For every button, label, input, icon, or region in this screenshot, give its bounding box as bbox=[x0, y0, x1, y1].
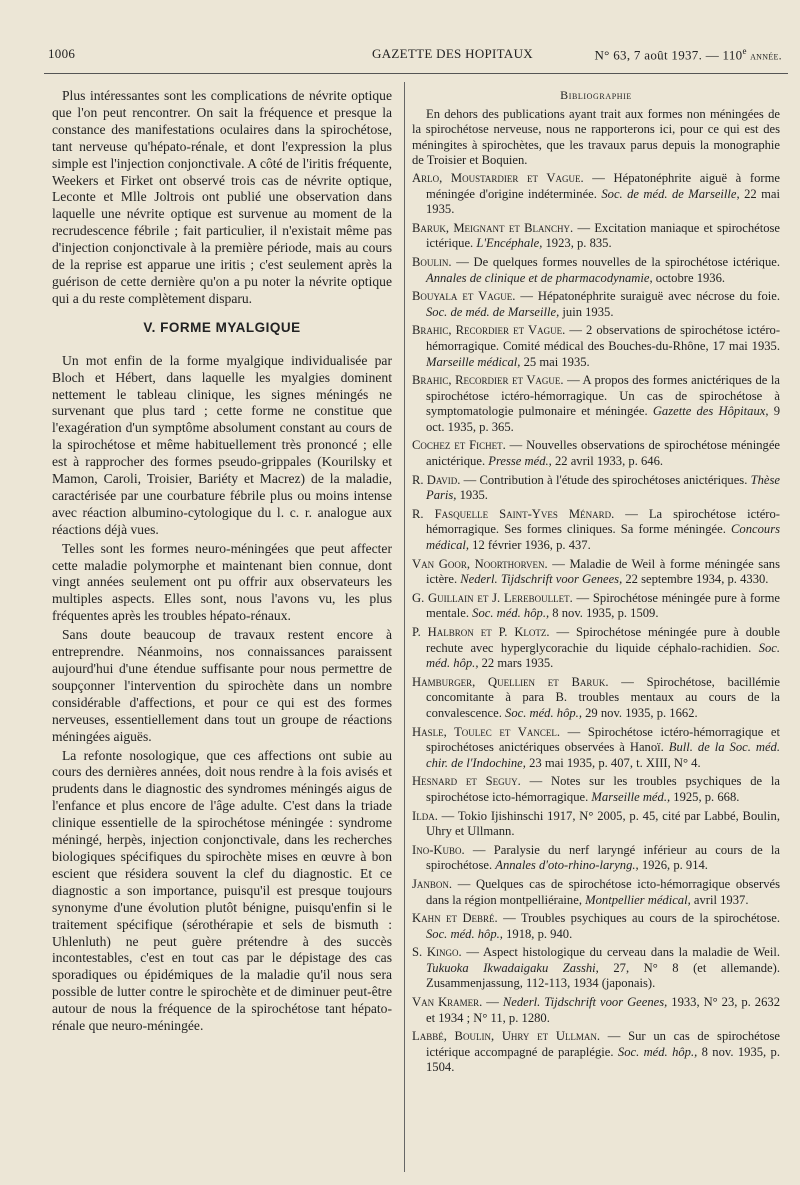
reference-details: 1918, p. 940. bbox=[502, 926, 573, 941]
reference-title: — Aspect histologique du cerveau dans la maladie de Weil. bbox=[461, 945, 781, 960]
reference-entry bbox=[412, 725, 780, 772]
paragraph-summary: Telles sont les formes neuro-méningées que peut affecter cette maladie polymorphe et maintenant bien connue, dont vingt années seulement ont pu offrir aux observateurs les multiples aspects. Elles sont, nous l'avons vu, les plus fréquentes après les troubles hépato-rénaux. bbox=[52, 540, 392, 624]
reference-details: octobre 1936. bbox=[652, 270, 726, 285]
reference-authors: Kahn et Debré. bbox=[412, 911, 498, 926]
reference-entry bbox=[412, 171, 780, 218]
reference-authors: Van Kramer. bbox=[412, 995, 483, 1010]
reference-title: — bbox=[482, 995, 503, 1010]
reference-entry bbox=[412, 995, 780, 1026]
reference-entry bbox=[412, 911, 780, 942]
reference-title: — Excitation maniaque et spirochétose ictérique. bbox=[426, 220, 780, 251]
reference-entry bbox=[412, 774, 780, 805]
reference-source: Soc. de méd. de Marseille, bbox=[601, 186, 740, 201]
reference-title: — Spirochétose méningée pure à double rechute avec hyperglycorachie du liquide céphalo-rachidien. bbox=[426, 625, 780, 655]
reference-authors: G. Guillain et J. Lereboullet. bbox=[412, 590, 573, 605]
reference-authors: Boulin. bbox=[412, 254, 452, 269]
reference-details: 27, N° 8 (et allemande). Zusammenjassung, 112-113, 1934 (japonais). bbox=[426, 960, 780, 991]
bibliography-title: Bibliographie bbox=[560, 88, 632, 102]
reference-title: — Hépatonéphrite suraiguë avec nécrose du foie. bbox=[515, 289, 780, 304]
reference-details: 1933, N° 23, p. 2632 et 1934 ; N° 11, p. 1280. bbox=[426, 995, 780, 1025]
reference-title: — Sur un cas de spirochétose ictérique accompagné de paraplégie. bbox=[426, 1029, 780, 1059]
reference-entry bbox=[412, 843, 780, 874]
reference-title: — Maladie de Weil à forme méningée sans ictère. bbox=[426, 556, 780, 587]
reference-authors: Hasle, Toulec et Vancel. bbox=[412, 724, 561, 739]
reference-details: 8 nov. 1935, p. 1504. bbox=[426, 1044, 780, 1075]
left-column bbox=[52, 88, 392, 1037]
reference-details: 23 mai 1935, p. 407, t. XIII, N° 4. bbox=[525, 755, 701, 770]
reference-title: — Spirochétose ictéro-hémorragique et spirochétoses anictériques observées à Hanoï. bbox=[426, 724, 780, 755]
reference-source: Marseille médical, bbox=[426, 354, 521, 369]
reference-details: 25 mai 1935. bbox=[520, 354, 590, 369]
reference-entry bbox=[412, 221, 780, 252]
reference-title: — Notes sur les troubles psychiques de la spirochétose icto-hémorragique. bbox=[426, 774, 780, 804]
reference-authors: R. David. bbox=[412, 472, 461, 487]
reference-title: — Spirochétose, bacillémie concomitante à para B. troubles mentaux au cours de la convalescence. bbox=[426, 674, 780, 720]
reference-title: — Quelques cas de spirochétose icto-hémorragique observés dans la région montpelliéraine, bbox=[426, 876, 780, 907]
section-heading: V. FORME MYALGIQUE bbox=[143, 319, 301, 335]
reference-source: Soc. méd. hôp., bbox=[426, 640, 780, 671]
reference-authors: Janbon. bbox=[412, 876, 453, 891]
reference-entry bbox=[412, 945, 780, 992]
reference-authors: Brahic, Recordier et Vague. bbox=[412, 373, 564, 388]
reference-authors: Labbé, Boulin, Uhry et Ullman. bbox=[412, 1029, 601, 1044]
journal-title: GAZETTE DES HOPITAUX bbox=[372, 46, 533, 61]
running-header bbox=[40, 46, 786, 66]
reference-entry bbox=[412, 625, 780, 672]
page-number: 1006 bbox=[48, 46, 76, 61]
reference-entry bbox=[412, 438, 780, 469]
reference-list bbox=[412, 171, 780, 1076]
reference-source: Gazette des Hôpitaux, bbox=[652, 404, 769, 419]
reference-source: Nederl. Tijdschrift voor Geenes, bbox=[502, 995, 668, 1010]
reference-entry bbox=[412, 373, 780, 435]
reference-authors: Ino-Kubo. bbox=[412, 842, 465, 857]
reference-source: Montpellier médical, bbox=[585, 892, 691, 907]
reference-entry bbox=[412, 1029, 780, 1076]
reference-details: juin 1935. bbox=[559, 304, 614, 319]
reference-details: 22 mars 1935. bbox=[478, 656, 554, 671]
reference-source: Bull. de la Soc. méd. chir. de l'Indochine, bbox=[426, 740, 780, 770]
reference-details: 29 nov. 1935, p. 1662. bbox=[581, 705, 698, 720]
reference-source: Nederl. Tijdschrift voor Genees, bbox=[460, 572, 623, 587]
reference-source: Soc. méd. hôp., bbox=[426, 926, 503, 941]
reference-authors: Baruk, Meignant et Blanchy. bbox=[412, 220, 574, 235]
reference-entry bbox=[412, 473, 780, 504]
reference-source: Thèse Paris, bbox=[426, 472, 780, 503]
reference-source: Annales de clinique et de pharmacodynamie, bbox=[426, 270, 653, 285]
reference-entry bbox=[412, 557, 780, 588]
reference-title: — Tokio Ijishinschi 1917, N° 2005, p. 45, cité par Labbé, Boulin, Uhry et Ullmann. bbox=[426, 808, 780, 839]
reference-authors: Hamburger, Quellien et Baruk. bbox=[412, 674, 609, 689]
reference-title: — A propos des formes anictériques de la spirochétose ictéro-hémorragique. Un cas de spirochétose à symptomatologie pulmonaire et méningée. bbox=[426, 373, 780, 419]
reference-source: Soc. méd. hôp., bbox=[472, 606, 550, 621]
reference-details: 22 avril 1933, p. 646. bbox=[551, 454, 664, 469]
reference-entry bbox=[412, 809, 780, 840]
reference-title: — Troubles psychiques au cours de la spirochétose. bbox=[497, 911, 780, 926]
bibliography-column bbox=[412, 88, 780, 1079]
reference-details: 1923, p. 835. bbox=[542, 236, 612, 251]
reference-details: avril 1937. bbox=[690, 892, 749, 907]
reference-source: Soc. méd. hôp., bbox=[617, 1044, 698, 1059]
reference-authors: S. Kingo. bbox=[412, 945, 462, 960]
reference-entry bbox=[412, 591, 780, 622]
reference-source: Tukuoka Ikwadaigaku Zasshi, bbox=[426, 960, 599, 975]
reference-title: — De quelques formes nouvelles de la spirochétose ictérique. bbox=[451, 254, 780, 269]
reference-details: 22 mai 1935. bbox=[426, 186, 780, 217]
reference-entry bbox=[412, 323, 780, 370]
reference-source: Soc. de méd. de Marseille, bbox=[426, 304, 560, 319]
reference-authors: P. Halbron et P. Klotz. bbox=[412, 625, 550, 639]
reference-entry bbox=[412, 675, 780, 722]
reference-title: — Hépatonéphrite aiguë à forme méningée d'origine indéterminée. bbox=[426, 170, 780, 201]
paragraph-optic-neuritis: Plus intéressantes sont les complications de névrite optique que l'on peut rencontrer. On sait la fréquence et presque la constance des manifestations oculaires dans la spirochétose, tant nerveuse qu'hépato-rénale, et dont l'expression la plus simple est l'injection conjonctivale. A côté de l'iritis fréquente, Weekers et Firket ont observé trois cas de névrite optique, Leconte et Mlle Joltrois ont publié une observation dans laquelle une névrite optique est survenue au moment de la recrudescence fébrile ; fait particulier, il n'existait même pas d'injection conjonctivale à la première période, mais au cours de la reprise est apparue une iritis ; c'est seulement après la guérison de cette dernière qu'on a pu noter la névrite optique qui a du reste complètement disparu. bbox=[52, 88, 392, 306]
reference-entry bbox=[412, 507, 780, 554]
reference-details: 9 oct. 1935, p. 365. bbox=[426, 404, 780, 434]
reference-authors: Arlo, Moustardier et Vague. bbox=[412, 170, 584, 185]
bibliography-intro: En dehors des publications ayant trait aux formes non méningées de la spirochétose nerveuse, nous ne rapporterons ici, pour ce qui est des méningites à spirochètes, que les travaux parus depuis la monographie de Troisier et Boquien. bbox=[412, 106, 780, 168]
paragraph-myalgic-form: Un mot enfin de la forme myalgique individualisée par Bloch et Hébert, dans laquelle les myalgies dominent nettement le tableau clinique, les signes méningés ne survenant que plus tard ; cette forme ne constitue que l'exagération d'un symptôme absolument constant au cours de la spirochétose et même habituellement très prononcé ; elle est à rapprocher des formes pseudo-grippales (Kourilsky et Mamon, Caroli, Troisier, Bariéty et Macrez) de la maladie, caractérisée par une courbature fébrile plus ou moins intense avec réaction albumino-cytologique du l. c. r. analogue aux réactions déjà vues. bbox=[52, 352, 392, 537]
reference-authors: Brahic, Recordier et Vague. bbox=[412, 323, 566, 338]
reference-source: L'Encéphale, bbox=[476, 236, 543, 251]
paragraph-conclusion: La refonte nosologique, que ces affections ont subie au cours des dernières années, doit nous rendre à la fois avisés et prudents dans le diagnostic des syndromes méningés aigus de l'enfance et plus encore de l'âge adulte. C'est dans la triade clinique essentielle de la spirochétose méningée : syndrome méningé, herpès, injection conjonctivale, dans les recherches biologiques spécifiques du spirochète mises en œuvre à bon escient que résidera souvent la clef du diagnostic. Et ce diagnostic a son importance, puisqu'il est presque toujours synonyme d'une évolution plutôt bénigne, puisqu'enfin si le traitement spécifique (sérothérapie et sels de bismuth : Uhlenluth) ne peut guère prétendre à des succès incontestables, c'est en tout cas par le dépistage des cas sporadiques ou épidémiques de la maladie qu'il nous sera possible de lutter contre le spirochète et de diminuer peut-être autour de nous la fréquence de la spirochétose tant hépato-rénale que neuro-méningée. bbox=[52, 747, 392, 1034]
reference-entry bbox=[412, 289, 780, 320]
header-rule bbox=[44, 73, 788, 74]
paragraph-outlook: Sans doute beaucoup de travaux restent encore à entreprendre. Néanmoins, nos connaissances paraissent aujourd'hui d'une étendue suffisante pour nous permettre de soupçonner l'intervention du spirochète dans un nombre considérable d'affections, et pour ce qui est des formes nerveuses, essentiellement dans tout un groupe de réactions méningées aiguës. bbox=[52, 627, 392, 744]
reference-title: — Spirochétose méningée pure à forme mentale. bbox=[426, 590, 780, 621]
reference-source: Soc. méd. hôp., bbox=[505, 705, 582, 720]
reference-title: — Contribution à l'étude des spirochétoses anictériques. bbox=[460, 472, 751, 487]
reference-authors: Bouyala et Vague. bbox=[412, 289, 516, 304]
reference-authors: Cochez et Fichet. bbox=[412, 438, 506, 453]
reference-entry bbox=[412, 877, 780, 908]
issue-info: N° 63, 7 août 1937. — 110e année. bbox=[594, 46, 782, 63]
reference-entry bbox=[412, 255, 780, 286]
reference-source: Presse méd., bbox=[488, 454, 552, 469]
reference-details: 1935. bbox=[456, 488, 488, 503]
reference-title: — Nouvelles observations de spirochétose méningée anictérique. bbox=[426, 438, 781, 469]
reference-source: Marseille méd., bbox=[591, 789, 671, 804]
reference-authors: Ilda. bbox=[412, 808, 438, 823]
reference-details: 22 septembre 1934, p. 4330. bbox=[622, 572, 769, 587]
reference-source: Concours médical, bbox=[426, 522, 780, 553]
reference-source: Annales d'oto-rhino-laryng., bbox=[495, 858, 639, 873]
column-divider bbox=[404, 82, 405, 1172]
reference-authors: Hesnard et Seguy. bbox=[412, 774, 521, 789]
reference-title: — 2 observations de spirochétose ictéro-hémorragique. Comité médical des Bouches-du-Rhône, 17 mai 1935. bbox=[426, 323, 781, 353]
reference-authors: R. Fasquelle Saint-Yves Ménard. bbox=[412, 506, 615, 521]
reference-title: — La spirochétose ictéro-hémorragique. Ses formes cliniques. Sa forme méningée. bbox=[426, 506, 780, 537]
reference-authors: Van Goor, Noorthorven. bbox=[412, 556, 548, 571]
reference-details: 1926, p. 914. bbox=[638, 858, 708, 873]
reference-details: 1925, p. 668. bbox=[670, 789, 740, 804]
reference-details: 12 février 1936, p. 437. bbox=[469, 538, 591, 553]
reference-details: 8 nov. 1935, p. 1509. bbox=[549, 606, 659, 621]
reference-title: — Paralysie du nerf laryngé inférieur au cours de la spirochétose. bbox=[426, 842, 780, 873]
